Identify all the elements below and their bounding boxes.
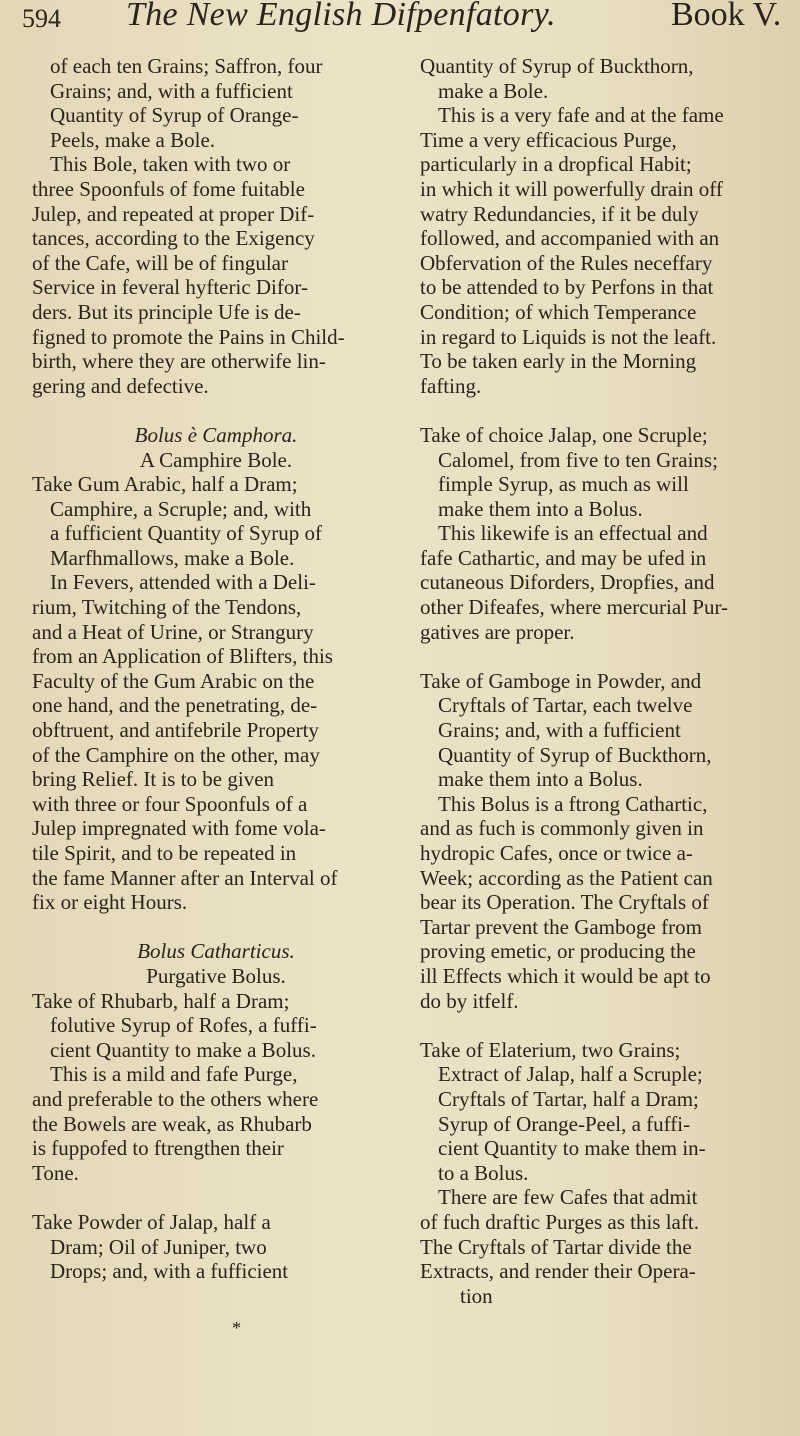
text-line: ders. But its principle Ufe is de-: [32, 299, 301, 324]
text-line: [420, 398, 788, 423]
text-line: and as fuch is commonly given in: [420, 816, 704, 841]
text-line: rium, Twitching of the Tendons,: [32, 595, 302, 620]
text-line: Cryftals of Tartar, each twelve: [438, 693, 693, 718]
text-line: tile Spirit, and to be repeated in: [32, 841, 297, 865]
text-line: Take of Gamboge in Powder, and: [420, 668, 702, 693]
text-line: Cryftals of Tartar, half a Dram;: [438, 1086, 699, 1111]
text-line: Bolus Catharticus.: [137, 939, 295, 964]
text-line: to a Bolus.: [438, 1160, 529, 1185]
text-line: other Difeafes, where mercurial Pur-: [420, 595, 729, 620]
text-line: Grains; and, with a fufficient: [50, 78, 293, 103]
text-line: [32, 915, 400, 940]
text-line: Julep impregnated with fome vola-: [32, 816, 326, 841]
text-line: of the Camphire on the other, may: [32, 742, 320, 767]
text-line: cient Quantity to make them in-: [438, 1136, 706, 1161]
text-line: A Camphire Bole.: [139, 447, 293, 472]
text-line: fix or eight Hours.: [32, 890, 188, 915]
text-line: fafe Cathartic, and may be ufed in: [420, 545, 707, 570]
text-line: birth, where they are otherwife lin-: [32, 349, 326, 374]
text-line: Purgative Bolus.: [146, 963, 286, 988]
text-line: Extract of Jalap, half a Scruple;: [438, 1062, 703, 1087]
text-line: hydropic Cafes, once or twice a-: [420, 841, 693, 865]
text-line: Week; according as the Patient can: [420, 865, 713, 890]
text-line: This Bole, taken with two or: [50, 152, 291, 177]
text-line: There are few Cafes that admit: [438, 1185, 698, 1210]
text-line: of fuch draftic Purges as this laft.: [420, 1209, 699, 1234]
text-line: figned to promote the Pains in Child-: [32, 324, 345, 349]
text-line: gatives are proper.: [420, 619, 575, 644]
text-line: Condition; of which Temperance: [420, 299, 697, 324]
text-line: bring Relief. It is to be given: [32, 767, 275, 792]
text-line: [32, 1185, 400, 1210]
text-line: tion: [460, 1283, 493, 1308]
text-line: Take Gum Arabic, half a Dram;: [32, 472, 298, 497]
text-line: Extracts, and render their Opera-: [420, 1259, 696, 1284]
text-line: Peels, make a Bole.: [50, 127, 216, 152]
text-line: [420, 1013, 788, 1038]
text-line: three Spoonfuls of fome fuitable: [32, 176, 305, 201]
text-line: is fuppofed to ftrengthen their: [32, 1136, 284, 1161]
text-line: Bolus è Camphora.: [134, 422, 298, 447]
right-column: [420, 54, 788, 1308]
text-line: Take of Rhubarb, half a Dram;: [32, 988, 290, 1013]
text-line: Service in feveral hyfteric Difor-: [32, 275, 308, 300]
text-line: Marfhmallows, make a Bole.: [50, 545, 295, 570]
text-line: gering and defective.: [32, 373, 209, 398]
text-line: The Cryftals of Tartar divide the: [420, 1234, 692, 1259]
text-line: Tartar prevent the Gamboge from: [420, 914, 702, 939]
text-line: Quantity of Syrup of Orange-: [50, 103, 299, 128]
text-line: Quantity of Syrup of Buckthorn,: [420, 54, 694, 78]
text-line: cutaneous Diforders, Dropfies, and: [420, 570, 715, 595]
text-line: Drops; and, with a fufficient: [50, 1259, 289, 1284]
text-line: and a Heat of Urine, or Strangury: [32, 619, 314, 644]
text-line: Dram; Oil of Juniper, two: [50, 1234, 267, 1259]
text-line: make a Bole.: [438, 78, 549, 103]
text-line: Calomel, from five to ten Grains;: [438, 447, 718, 472]
text-line: Take of Elaterium, two Grains;: [420, 1037, 681, 1062]
text-line: watry Redundancies, if it be duly: [420, 201, 699, 226]
text-line: with three or four Spoonfuls of a: [32, 791, 308, 816]
running-title: The New English Difpenfatory.: [126, 0, 556, 33]
text-line: Obfervation of the Rules neceffary: [420, 250, 713, 275]
text-line: [32, 398, 400, 423]
text-line: Syrup of Orange-Peel, a fuffi-: [438, 1111, 691, 1136]
text-line: particularly in a dropfical Habit;: [420, 152, 692, 177]
text-line: make them into a Bolus.: [438, 767, 643, 792]
text-line: tances, according to the Exigency: [32, 226, 315, 251]
text-line: of each ten Grains; Saffron, four: [50, 54, 323, 78]
printer-ornament: *: [232, 1318, 241, 1338]
text-line: Tone.: [32, 1160, 79, 1185]
text-line: make them into a Bolus.: [438, 496, 643, 521]
text-line: one hand, and the penetrating, de-: [32, 693, 318, 718]
text-line: bear its Operation. The Cryftals of: [420, 890, 709, 915]
text-line: Take Powder of Jalap, half a: [32, 1209, 271, 1234]
text-line: This likewife is an effectual and: [438, 521, 708, 546]
text-line: proving emetic, or producing the: [420, 939, 696, 964]
text-line: folutive Syrup of Rofes, a fuffi-: [50, 1013, 317, 1038]
text-line: Grains; and, with a fufficient: [438, 718, 681, 743]
page-header: [18, 0, 788, 42]
text-line: This is a very fafe and at the fame: [438, 103, 724, 128]
text-line: In Fevers, attended with a Deli-: [50, 570, 316, 595]
text-line: ill Effects which it would be apt to: [420, 963, 711, 988]
text-line: in regard to Liquids is not the leaft.: [420, 324, 717, 349]
text-line: in which it will powerfully drain off: [420, 176, 723, 201]
text-line: fafting.: [420, 373, 482, 398]
text-line: Time a very efficacious Purge,: [420, 127, 677, 152]
text-line: the Bowels are weak, as Rhubarb: [32, 1111, 312, 1136]
text-line: do by itfelf.: [420, 988, 519, 1013]
text-line: [420, 644, 788, 669]
text-line: Julep, and repeated at proper Dif-: [32, 201, 315, 226]
text-line: Quantity of Syrup of Buckthorn,: [438, 742, 712, 767]
text-line: and preferable to the others where: [32, 1086, 319, 1111]
text-line: Faculty of the Gum Arabic on the: [32, 668, 315, 693]
text-line: This Bolus is a ftrong Cathartic,: [438, 791, 708, 816]
text-line: Take of choice Jalap, one Scruple;: [420, 422, 708, 447]
left-column: [32, 54, 400, 1284]
text-line: the fame Manner after an Interval of: [32, 865, 338, 890]
text-line: To be taken early in the Morning: [420, 349, 697, 374]
page-number: 594: [22, 4, 61, 33]
text-line: from an Application of Blifters, this: [32, 644, 333, 669]
text-line: cient Quantity to make a Bolus.: [50, 1037, 316, 1062]
text-line: a fufficient Quantity of Syrup of: [50, 521, 322, 546]
text-line: of the Cafe, will be of fingular: [32, 250, 288, 275]
text-line: followed, and accompanied with an: [420, 226, 720, 251]
text-line: obftruent, and antifebrile Property: [32, 718, 319, 743]
text-line: to be attended to by Perfons in that: [420, 275, 714, 300]
book-label: Book V.: [671, 0, 782, 33]
text-line: fimple Syrup, as much as will: [438, 472, 689, 497]
text-line: Camphire, a Scruple; and, with: [50, 496, 312, 521]
text-line: This is a mild and fafe Purge,: [50, 1062, 298, 1087]
